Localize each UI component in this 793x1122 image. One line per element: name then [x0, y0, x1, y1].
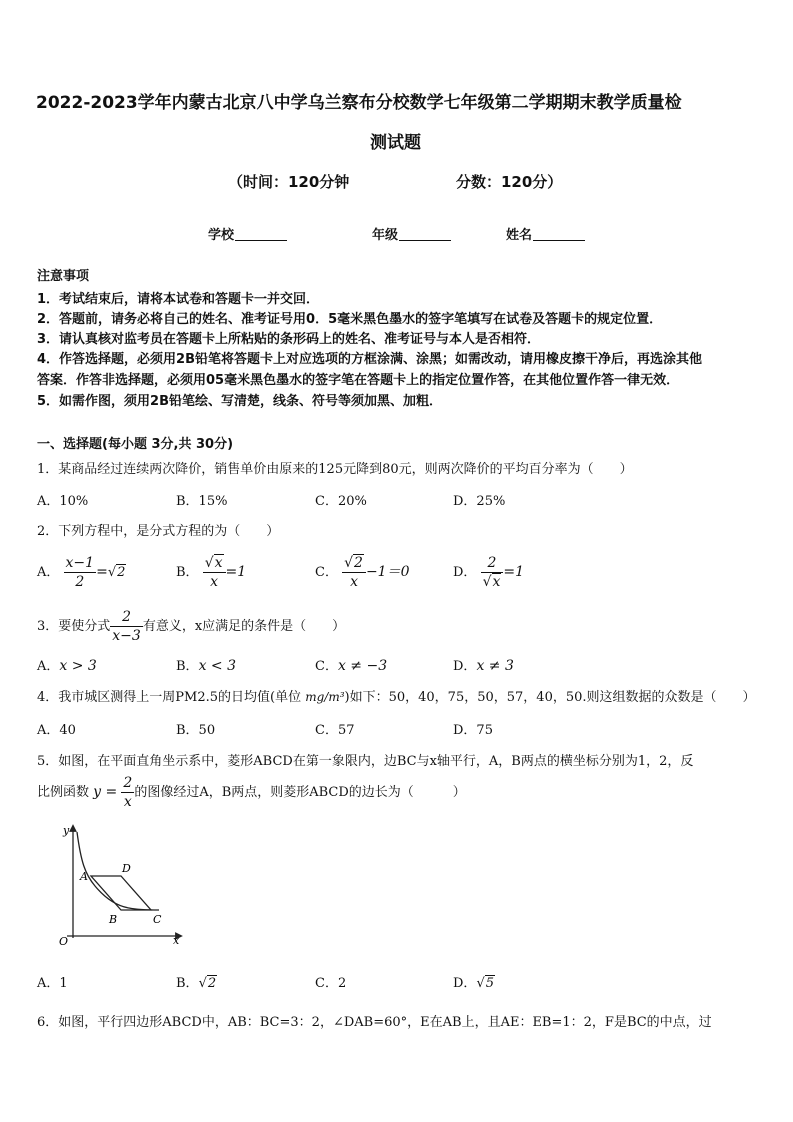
q2-a-equals: =	[96, 564, 108, 580]
q2-a-sqrt: √2	[107, 565, 126, 580]
exam-title-line2: 测试题	[370, 133, 421, 153]
q1-stem: 1．某商品经过连续两次降价，销售单价由原来的125元降到80元，则两次降价的平均百分率为（ ）	[37, 462, 633, 477]
q2-stem: 2．下列方程中，是分式方程的为（ ）	[37, 524, 280, 539]
q2-b-rhs: =1	[225, 564, 247, 580]
q3-option-a[interactable]	[37, 655, 97, 674]
q4-option-b[interactable]: B．50	[176, 723, 216, 738]
note-item-5: 5．如需作图，须用2B铅笔绘、写清楚，线条、符号等须加黑、加粗．	[37, 394, 442, 409]
q5-option-c[interactable]	[315, 972, 346, 991]
q2-d-rhs: =1	[503, 564, 525, 580]
q3-option-b-text: x < 3	[198, 658, 236, 674]
q5-option-d-sqrt: √5	[476, 976, 495, 991]
q3-option-d[interactable]	[453, 655, 514, 674]
q2-option-c[interactable]	[315, 556, 409, 589]
q5-func-lhs: y =	[93, 784, 118, 800]
q5-stem-line1: 5．如图，在平面直角坐示系中，菱形ABCD在第一象限内，边BC与x轴平行，A，B两点的横坐标分别为1，2，反	[37, 754, 694, 769]
note-item-3: 3．请认真核对监考员在答题卡上所粘贴的条形码上的姓名、准考证号与本人是否相符．	[37, 332, 541, 347]
q3-option-a-letter: A．	[37, 659, 60, 674]
q5-option-b-sqrt: √2	[198, 976, 217, 991]
q2-b-denominator: x	[210, 574, 219, 590]
q6-stem: 6．如图，平行四边形ABCD中，AB：BC=3：2，∠DAB=60°，E在AB上，且AE：EB=1：2，F是BC的中点，过	[37, 1015, 712, 1030]
grade-label: 年级	[372, 228, 399, 243]
hyperbola-curve	[77, 832, 159, 910]
q2-a-radicand: 2	[117, 565, 126, 580]
note-item-1: 1．考试结束后，请将本试卷和答题卡一并交回．	[37, 292, 320, 307]
q4-stem-pre: 4．我市城区测得上一周PM2.5的日均值(单位	[37, 690, 302, 705]
fig-label-c: C	[153, 913, 162, 926]
q5-rhombus-figure	[55, 822, 185, 950]
exam-score: 分数：120分）	[456, 173, 563, 191]
q2-d-numerator: 2	[481, 556, 504, 573]
fig-label-o: O	[59, 935, 69, 948]
note-item-2: 2．答题前，请务必将自己的姓名、准考证号用0．5毫米黑色墨水的签字笔填写在试卷及答题卡的规定位置．	[37, 312, 663, 327]
q3-option-d-letter: D．	[453, 659, 477, 674]
q3-option-d-text: x ≠ 3	[476, 658, 514, 674]
q3-option-b[interactable]	[176, 655, 236, 674]
q3-denominator: x−3	[112, 628, 141, 644]
q3-option-c-letter: C．	[315, 659, 338, 674]
q1-option-a[interactable]: A．10%	[37, 494, 89, 509]
fig-label-d: D	[122, 862, 131, 875]
q1-option-c[interactable]: C．20%	[315, 494, 367, 509]
q3-option-a-text: x > 3	[59, 658, 97, 674]
name-field	[506, 224, 585, 243]
q4-unit: mg/m³	[305, 690, 345, 704]
q2-option-b[interactable]	[176, 556, 246, 589]
q1-option-d[interactable]: D．25%	[453, 494, 506, 509]
grade-field	[372, 224, 451, 243]
school-field	[208, 224, 287, 243]
q2-d-denominator: √x	[482, 574, 501, 590]
exam-time: （时间：120分钟	[228, 173, 350, 191]
q5-option-d[interactable]	[453, 972, 495, 991]
q4-option-c[interactable]: C．57	[315, 723, 355, 738]
q3-option-c-text: x ≠ −3	[337, 658, 388, 674]
q2-option-c-fraction	[342, 556, 366, 589]
q4-option-d[interactable]: D．75	[453, 723, 493, 738]
q2-option-b-letter: B．	[176, 565, 199, 580]
q5-option-c-value: 2	[337, 976, 347, 991]
q3-stem-post: 有意义，x应满足的条件是（ ）	[142, 619, 346, 634]
q2-b-radicand: x	[214, 555, 223, 571]
q5-option-a-letter: A．	[37, 976, 60, 991]
q2-c-denominator: x	[350, 574, 358, 590]
q2-a-denominator: 2	[75, 574, 85, 590]
q3-option-b-letter: B．	[176, 659, 199, 674]
q5-stem-post: 的图像经过A，B两点，则菱形ABCD的边长为（ ）	[134, 785, 466, 800]
school-label: 学校	[208, 228, 235, 243]
q5-option-b[interactable]	[176, 972, 217, 991]
q3-stem-pre: 3．要使分式	[37, 619, 111, 634]
q5-option-b-letter: B．	[176, 976, 199, 991]
q2-c-rhs: −1＝0	[365, 564, 410, 580]
section-heading: 一、选择题(每小题 3分,共 30分)	[37, 437, 234, 452]
q5-option-d-radicand: 5	[485, 976, 495, 991]
q5-stem-pre: 比例函数	[37, 785, 90, 800]
name-blank[interactable]	[533, 227, 585, 241]
q5-option-b-radicand: 2	[207, 976, 217, 991]
q3-fraction	[110, 610, 143, 643]
q2-option-d-fraction	[481, 556, 504, 589]
school-blank[interactable]	[235, 227, 287, 241]
q5-option-c-letter: C．	[315, 976, 338, 991]
q2-option-b-fraction	[203, 556, 226, 589]
q2-option-a[interactable]	[37, 556, 126, 589]
fig-label-x: x	[173, 934, 180, 947]
q2-option-d[interactable]	[453, 556, 524, 589]
q5-option-d-letter: D．	[453, 976, 477, 991]
q5-func-fraction	[121, 776, 134, 809]
rhombus-abcd	[91, 876, 151, 910]
q2-option-a-letter: A．	[37, 565, 60, 580]
q2-option-d-letter: D．	[453, 565, 477, 580]
q4-stem	[37, 686, 756, 705]
name-label: 姓名	[506, 228, 533, 243]
q5-func-denominator: x	[123, 794, 132, 810]
notes-heading: 注意事项	[37, 269, 90, 284]
q5-option-a[interactable]	[37, 972, 68, 991]
q2-option-a-fraction	[64, 556, 97, 589]
q5-stem-line2	[37, 776, 466, 809]
q2-d-radicand: x	[492, 574, 501, 590]
q5-option-a-value: 1	[59, 976, 68, 991]
note-item-4-cont: 答案．作答非选择题，必须用05毫米黑色墨水的签字笔在答题卡上的指定位置作答，在其他位置作答一律无效．	[37, 373, 680, 388]
fig-label-a: A	[80, 870, 88, 883]
q3-numerator: 2	[110, 610, 143, 627]
fig-label-b: B	[109, 913, 118, 926]
q3-stem	[37, 610, 345, 643]
grade-blank[interactable]	[399, 227, 451, 241]
exam-title-line1: 2022-2023学年内蒙古北京八中学乌兰察布分校数学七年级第二学期期末教学质量检	[36, 93, 682, 113]
q4-option-a[interactable]: A．40	[37, 723, 76, 738]
q1-option-b[interactable]: B．15%	[176, 494, 228, 509]
q2-c-radicand: 2	[354, 555, 363, 571]
q4-stem-post: )如下：50，40，75，50，57，40，50.则这组数据的众数是（ ）	[344, 690, 756, 705]
q2-c-numerator: √2	[342, 556, 366, 573]
q2-a-numerator: x−1	[65, 555, 95, 571]
q2-b-numerator: √x	[203, 556, 226, 573]
note-item-4: 4．作答选择题，必须用2B铅笔将答题卡上对应选项的方框涂满、涂黑；如需改动，请用橡皮擦干净后，再选涂其他	[37, 352, 703, 367]
fig-label-y: y	[63, 824, 70, 837]
q5-func-numerator: 2	[123, 775, 133, 791]
q3-option-c[interactable]	[315, 655, 387, 674]
q2-option-c-letter: C．	[315, 565, 338, 580]
